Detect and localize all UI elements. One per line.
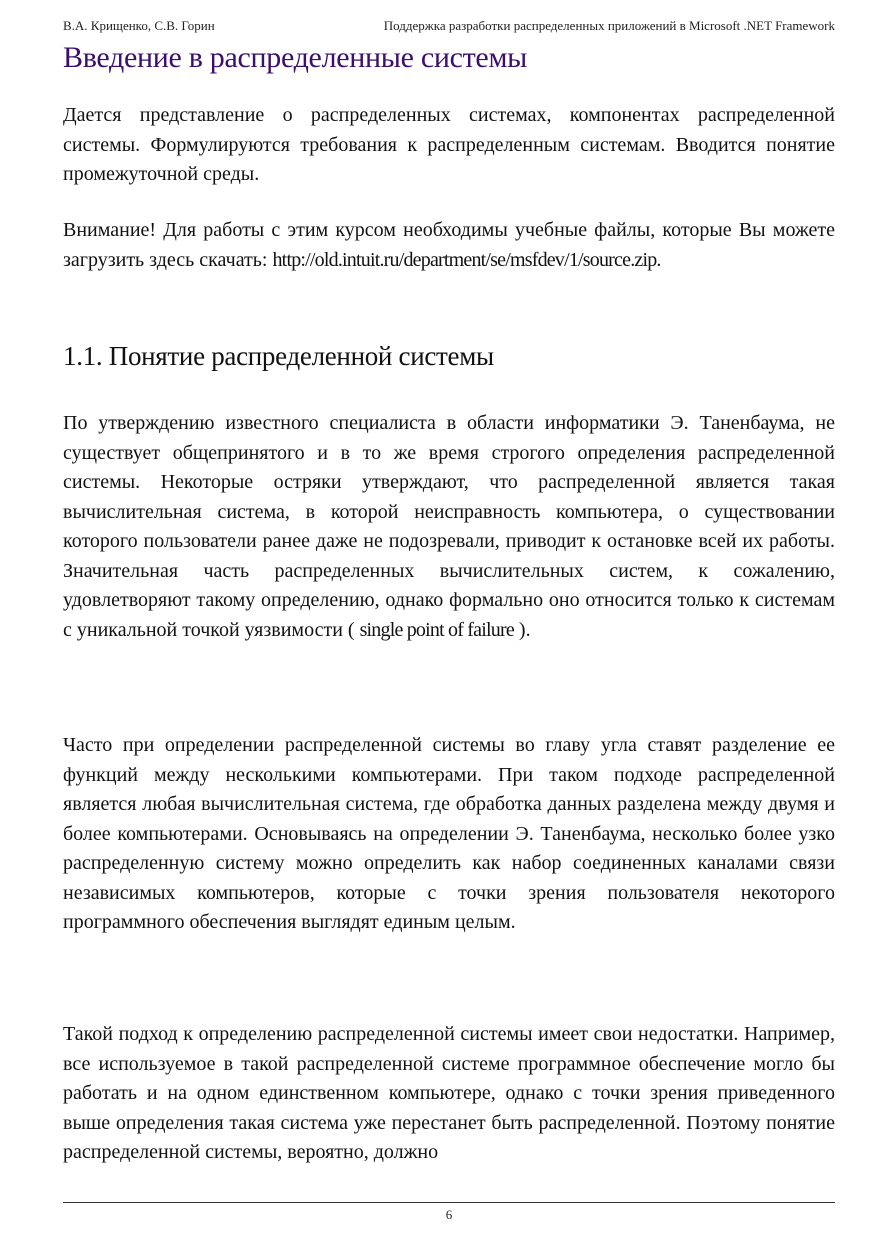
chapter-intro: Дается представление о распределенных системах, компонентах распределенной системы. Формулируются требования к распределенным системам. Вводится понятие промежуточной среды. <box>63 104 835 185</box>
header-book-title: Поддержка разработки распределенных приложений в Microsoft .NET Framework <box>383 18 835 33</box>
notice-text: Внимание! Для работы с этим курсом необходимы учебные файлы, которые Вы можете загрузить здесь скачать: <box>63 219 835 271</box>
footer-divider <box>63 1202 835 1203</box>
paragraph-3: Такой подход к определению распределенной системы имеет свои недостатки. Например, все используемое в такой распределенной системе программное обеспечение могло бы работать и на одном единственном компьютере, однако с точки зрения приведенного выше определения такая система уже перестанет быть распределенной. Поэтому понятие распределенной системы, вероятно, должно <box>63 1023 835 1163</box>
paragraph-1-text: По утверждению известного специалиста в области информатики Э. Таненбаума, не существует общепринятого и в то же время строгого определения распределенной системы. Некоторые остряки утверждают, что распределенной является такая вычислительная система, в которой неисправность компьютера, о существовании которого пользователи ранее даже не подозревали, приводит к остановке всей их работы. Значительная часть распределенных вычислительных систем, к сожалению, удовлетворяют такому определению, однако формально оно относится только к системам с уникальной точкой уязвимости ( <box>63 412 835 641</box>
paragraph-1-term: single point of failure <box>359 618 514 641</box>
source-download-link[interactable]: http://old.intuit.ru/department/se/msfdev/1/source.zip. <box>272 248 661 271</box>
document-page <box>63 0 835 1241</box>
paragraph-1-end: ). <box>513 618 531 641</box>
chapter-title: Введение в распределенные системы <box>63 41 527 74</box>
notice-paragraph <box>63 216 835 275</box>
section-title: 1.1. Понятие распределенной системы <box>63 341 494 371</box>
paragraph-1 <box>63 409 835 645</box>
paragraph-2: Часто при определении распределенной системы во главу угла ставят разделение ее функций между несколькими компьютерами. При таком подходе распределенной является любая вычислительная система, где обработка данных разделена между двумя и более компьютерами. Основываясь на определении Э. Таненбаума, несколько более узко распределенную систему можно определить как набор соединенных каналами связи независимых компьютеров, которые с точки зрения пользователя некоторого программного обеспечения выглядят единым целым. <box>63 734 835 933</box>
header-authors: В.А. Крищенко, С.В. Горин <box>63 18 215 33</box>
page-number: 6 <box>445 1207 453 1222</box>
